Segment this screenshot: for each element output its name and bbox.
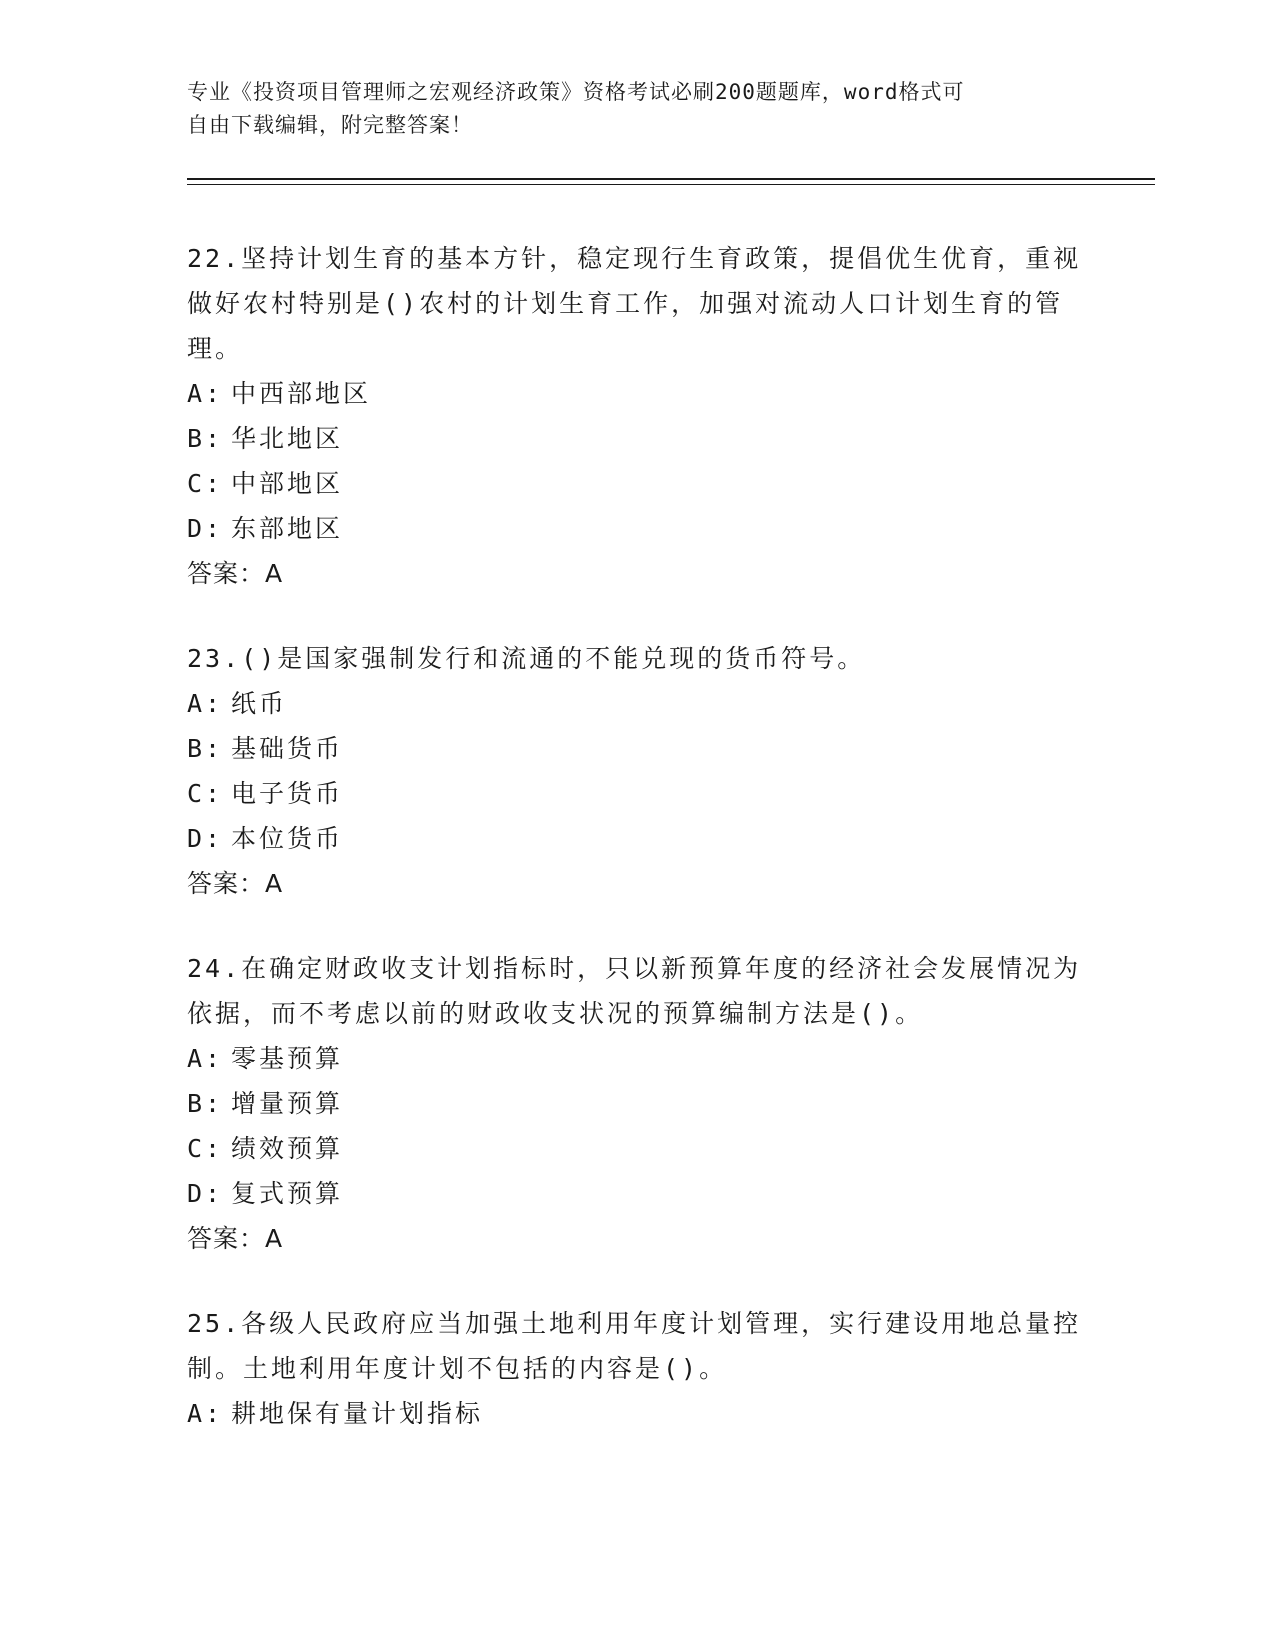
option-b bbox=[187, 416, 1087, 461]
option-c bbox=[187, 461, 1087, 506]
question-list bbox=[187, 236, 1087, 1476]
option-a bbox=[187, 1391, 1087, 1436]
option-label: C: bbox=[187, 1134, 224, 1163]
header-divider-thick bbox=[187, 178, 1155, 180]
option-label: D: bbox=[187, 1179, 224, 1208]
option-text: 华北地区 bbox=[231, 424, 344, 453]
option-text: 复式预算 bbox=[231, 1179, 344, 1208]
option-label: D: bbox=[187, 514, 224, 543]
option-text: 基础货币 bbox=[231, 734, 344, 763]
answer-line: 答案：A bbox=[187, 869, 284, 898]
question-22 bbox=[187, 236, 1087, 596]
option-d bbox=[187, 1171, 1087, 1216]
option-text: 耕地保有量计划指标 bbox=[231, 1399, 484, 1428]
option-c bbox=[187, 1126, 1087, 1171]
question-text: 22.坚持计划生育的基本方针，稳定现行生育政策，提倡优生优育，重视做好农村特别是()农村的计划生育工作，加强对流动人口计划生育的管理。 bbox=[187, 244, 1082, 363]
option-a bbox=[187, 371, 1087, 416]
option-label: A: bbox=[187, 689, 224, 718]
answer-line: 答案：A bbox=[187, 559, 284, 588]
question-text: 23.()是国家强制发行和流通的不能兑现的货币符号。 bbox=[187, 644, 866, 673]
question-23 bbox=[187, 636, 1087, 906]
option-label: C: bbox=[187, 779, 224, 808]
option-d bbox=[187, 506, 1087, 551]
question-text: 24.在确定财政收支计划指标时，只以新预算年度的经济社会发展情况为依据，而不考虑以前的财政收支状况的预算编制方法是()。 bbox=[187, 954, 1082, 1028]
question-24 bbox=[187, 946, 1087, 1261]
option-label: B: bbox=[187, 424, 224, 453]
question-text: 25.各级人民政府应当加强土地利用年度计划管理，实行建设用地总量控制。土地利用年度计划不包括的内容是()。 bbox=[187, 1309, 1082, 1383]
answer-line: 答案：A bbox=[187, 1224, 284, 1253]
header-divider-thin bbox=[187, 184, 1155, 185]
option-text: 增量预算 bbox=[231, 1089, 344, 1118]
option-b bbox=[187, 726, 1087, 771]
option-a bbox=[187, 1036, 1087, 1081]
option-label: C: bbox=[187, 469, 224, 498]
option-a bbox=[187, 681, 1087, 726]
option-c bbox=[187, 771, 1087, 816]
option-label: B: bbox=[187, 1089, 224, 1118]
option-label: D: bbox=[187, 824, 224, 853]
option-label: A: bbox=[187, 1399, 224, 1428]
option-label: B: bbox=[187, 734, 224, 763]
option-label: A: bbox=[187, 379, 224, 408]
option-text: 绩效预算 bbox=[231, 1134, 344, 1163]
question-25 bbox=[187, 1301, 1087, 1436]
option-text: 本位货币 bbox=[231, 824, 344, 853]
option-text: 东部地区 bbox=[231, 514, 344, 543]
header-title-line-1: 专业《投资项目管理师之宏观经济政策》资格考试必刷200题题库，word格式可 bbox=[187, 80, 965, 104]
option-text: 电子货币 bbox=[231, 779, 344, 808]
option-text: 零基预算 bbox=[231, 1044, 344, 1073]
document-header bbox=[187, 76, 1067, 142]
option-text: 纸币 bbox=[231, 689, 288, 718]
option-text: 中部地区 bbox=[231, 469, 344, 498]
option-d bbox=[187, 816, 1087, 861]
option-b bbox=[187, 1081, 1087, 1126]
option-text: 中西部地区 bbox=[231, 379, 372, 408]
header-title-line-2: 自由下载编辑，附完整答案！ bbox=[187, 113, 473, 137]
option-label: A: bbox=[187, 1044, 224, 1073]
